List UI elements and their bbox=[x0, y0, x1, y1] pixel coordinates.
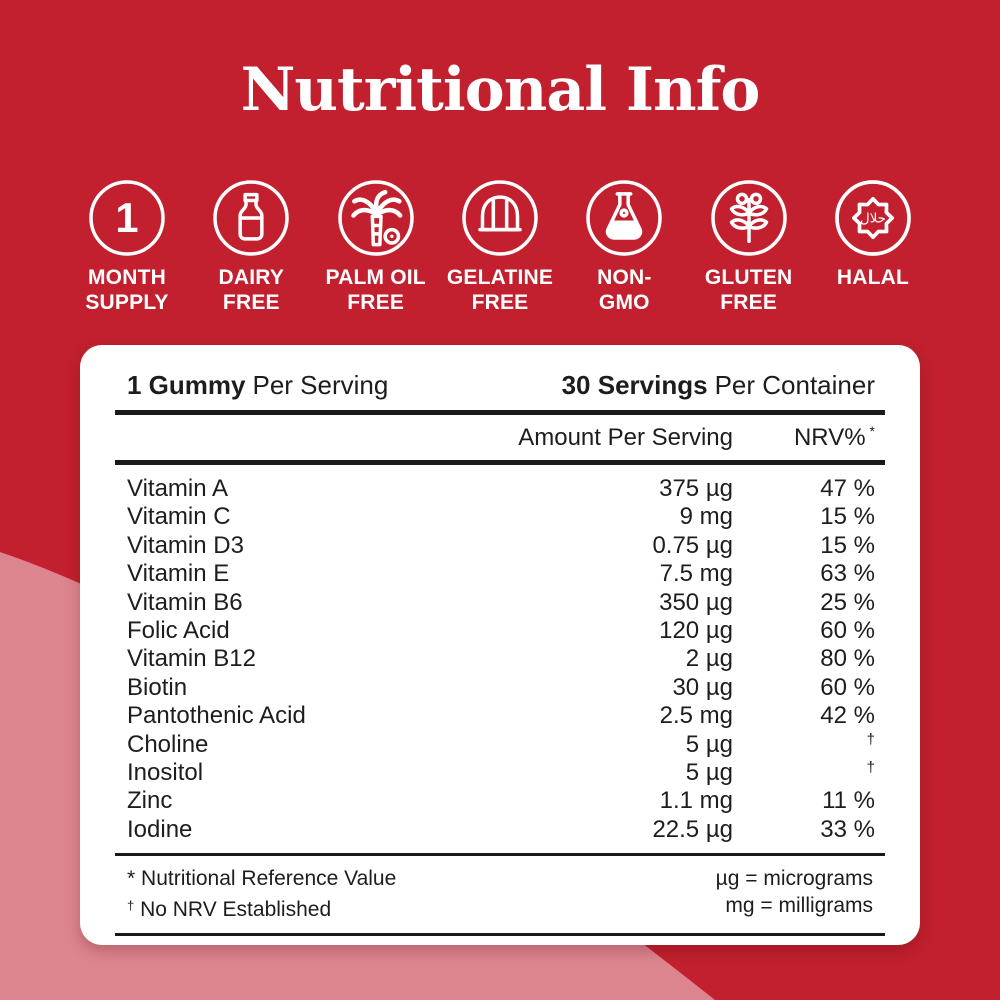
nutrient-nrv: 15 % bbox=[820, 531, 875, 559]
serving-count: 1 Gummy bbox=[127, 370, 246, 400]
table-row bbox=[80, 759, 920, 787]
nutrient-amount: 0.75 µg bbox=[652, 531, 733, 559]
table-row bbox=[80, 560, 920, 588]
serving-header bbox=[80, 345, 920, 400]
badge-gluten-free bbox=[690, 178, 808, 315]
halal-icon bbox=[833, 178, 913, 258]
nutrient-name: Biotin bbox=[127, 673, 188, 701]
table-row bbox=[80, 702, 920, 730]
nutrient-name: Pantothenic Acid bbox=[127, 702, 306, 730]
nutrient-rows bbox=[80, 475, 920, 844]
table-row bbox=[80, 731, 920, 759]
nutrient-amount: 5 µg bbox=[685, 730, 733, 758]
footnotes-left bbox=[127, 865, 396, 923]
nutrient-amount: 375 µg bbox=[659, 475, 733, 502]
table-row bbox=[80, 589, 920, 617]
nutrient-nrv: 42 % bbox=[820, 702, 875, 730]
nutrient-nrv: † bbox=[866, 730, 875, 748]
badge-label: MONTH SUPPLY bbox=[85, 266, 169, 314]
nutrient-name: Folic Acid bbox=[127, 616, 230, 644]
table-row bbox=[80, 787, 920, 815]
nrv-column-header: NRV% * bbox=[793, 423, 875, 451]
nutrient-name: Iodine bbox=[127, 815, 193, 843]
nutrient-nrv: 11 % bbox=[822, 787, 875, 815]
nutrient-amount: 5 µg bbox=[685, 758, 733, 786]
nutrient-name: Zinc bbox=[127, 787, 173, 815]
nutrient-amount: 2.5 mg bbox=[659, 702, 733, 730]
badge-gelatine-free bbox=[441, 178, 559, 315]
footnote-no-nrv: † No NRV Established bbox=[127, 898, 332, 922]
nutrient-name: Inositol bbox=[127, 758, 204, 786]
badge-row bbox=[68, 178, 932, 315]
nutrient-name: Vitamin E bbox=[127, 560, 230, 588]
gluten-free-icon bbox=[709, 178, 789, 258]
badge-palm-oil-free bbox=[317, 178, 435, 315]
servings-count: 30 Servings bbox=[561, 370, 708, 400]
table-row bbox=[80, 645, 920, 673]
badge-label: GELATINE FREE bbox=[446, 266, 554, 314]
table-row bbox=[80, 816, 920, 844]
page-title: Nutritional Info bbox=[240, 55, 760, 125]
svg-text:1: 1 bbox=[115, 194, 139, 242]
nutrient-amount: 350 µg bbox=[659, 588, 733, 616]
nutrient-amount: 9 mg bbox=[679, 503, 733, 531]
divider-bottom bbox=[115, 933, 885, 936]
table-row bbox=[80, 532, 920, 560]
badge-label: GLUTEN FREE bbox=[704, 266, 793, 314]
column-headers bbox=[80, 415, 920, 460]
nutrient-name: Choline bbox=[127, 730, 209, 758]
palm-oil-free-icon bbox=[336, 178, 416, 258]
footnote-milligrams: mg = milligrams bbox=[725, 894, 873, 918]
dairy-free-icon bbox=[211, 178, 291, 258]
nutrient-nrv: 60 % bbox=[820, 673, 875, 701]
one-month-supply-icon bbox=[87, 178, 167, 258]
nutrition-panel bbox=[80, 345, 920, 945]
badge-label: PALM OIL FREE bbox=[325, 266, 426, 314]
footnote-micrograms: µg = micrograms bbox=[715, 867, 873, 891]
nutrient-nrv: 63 % bbox=[820, 560, 875, 588]
gelatine-free-icon bbox=[460, 178, 540, 258]
svg-text:حلال: حلال bbox=[860, 211, 886, 227]
nutrient-amount: 2 µg bbox=[685, 645, 733, 673]
footnotes bbox=[80, 856, 920, 923]
footnotes-right bbox=[716, 865, 873, 923]
per-serving-text: 1 Gummy Per Serving bbox=[127, 370, 389, 400]
nutrient-nrv: 60 % bbox=[820, 616, 875, 644]
nutrient-amount: 30 µg bbox=[672, 673, 733, 701]
badge-label: HALAL bbox=[836, 266, 910, 289]
table-row bbox=[80, 475, 920, 503]
nutrient-nrv: 80 % bbox=[820, 645, 875, 673]
divider-header bbox=[115, 460, 885, 465]
table-row bbox=[80, 503, 920, 531]
badge-non-gmo bbox=[565, 178, 683, 315]
table-row bbox=[80, 674, 920, 702]
per-container-text: 30 Servings Per Container bbox=[561, 370, 875, 400]
nutrient-name: Vitamin C bbox=[127, 503, 231, 531]
footnote-nrv: * Nutritional Reference Value bbox=[127, 867, 397, 891]
nutrient-amount: 22.5 µg bbox=[652, 815, 733, 843]
nutrient-amount: 120 µg bbox=[659, 616, 733, 644]
nutrient-nrv: 33 % bbox=[820, 815, 875, 843]
nutrient-name: Vitamin B12 bbox=[127, 645, 256, 673]
nrv-asterisk: * bbox=[869, 423, 875, 439]
nutrient-name: Vitamin A bbox=[127, 475, 228, 502]
nutrient-nrv: 25 % bbox=[820, 588, 875, 616]
badge-dairy-free bbox=[192, 178, 310, 315]
badge-label: NON- GMO bbox=[597, 266, 652, 314]
badge-label: DAIRY FREE bbox=[218, 266, 285, 314]
nutrient-name: Vitamin D3 bbox=[127, 531, 244, 559]
non-gmo-icon bbox=[584, 178, 664, 258]
nutrient-name: Vitamin B6 bbox=[127, 588, 243, 616]
amount-column-header: Amount Per Serving bbox=[518, 424, 733, 451]
nutrient-nrv: † bbox=[866, 758, 875, 776]
nutrient-amount: 1.1 mg bbox=[659, 787, 733, 815]
nutrient-nrv: 47 % bbox=[820, 475, 875, 502]
table-row bbox=[80, 617, 920, 645]
nutrient-amount: 7.5 mg bbox=[659, 560, 733, 588]
badge-month-supply bbox=[68, 178, 186, 315]
nutrient-nrv: 15 % bbox=[820, 503, 875, 531]
badge-halal bbox=[814, 178, 932, 315]
